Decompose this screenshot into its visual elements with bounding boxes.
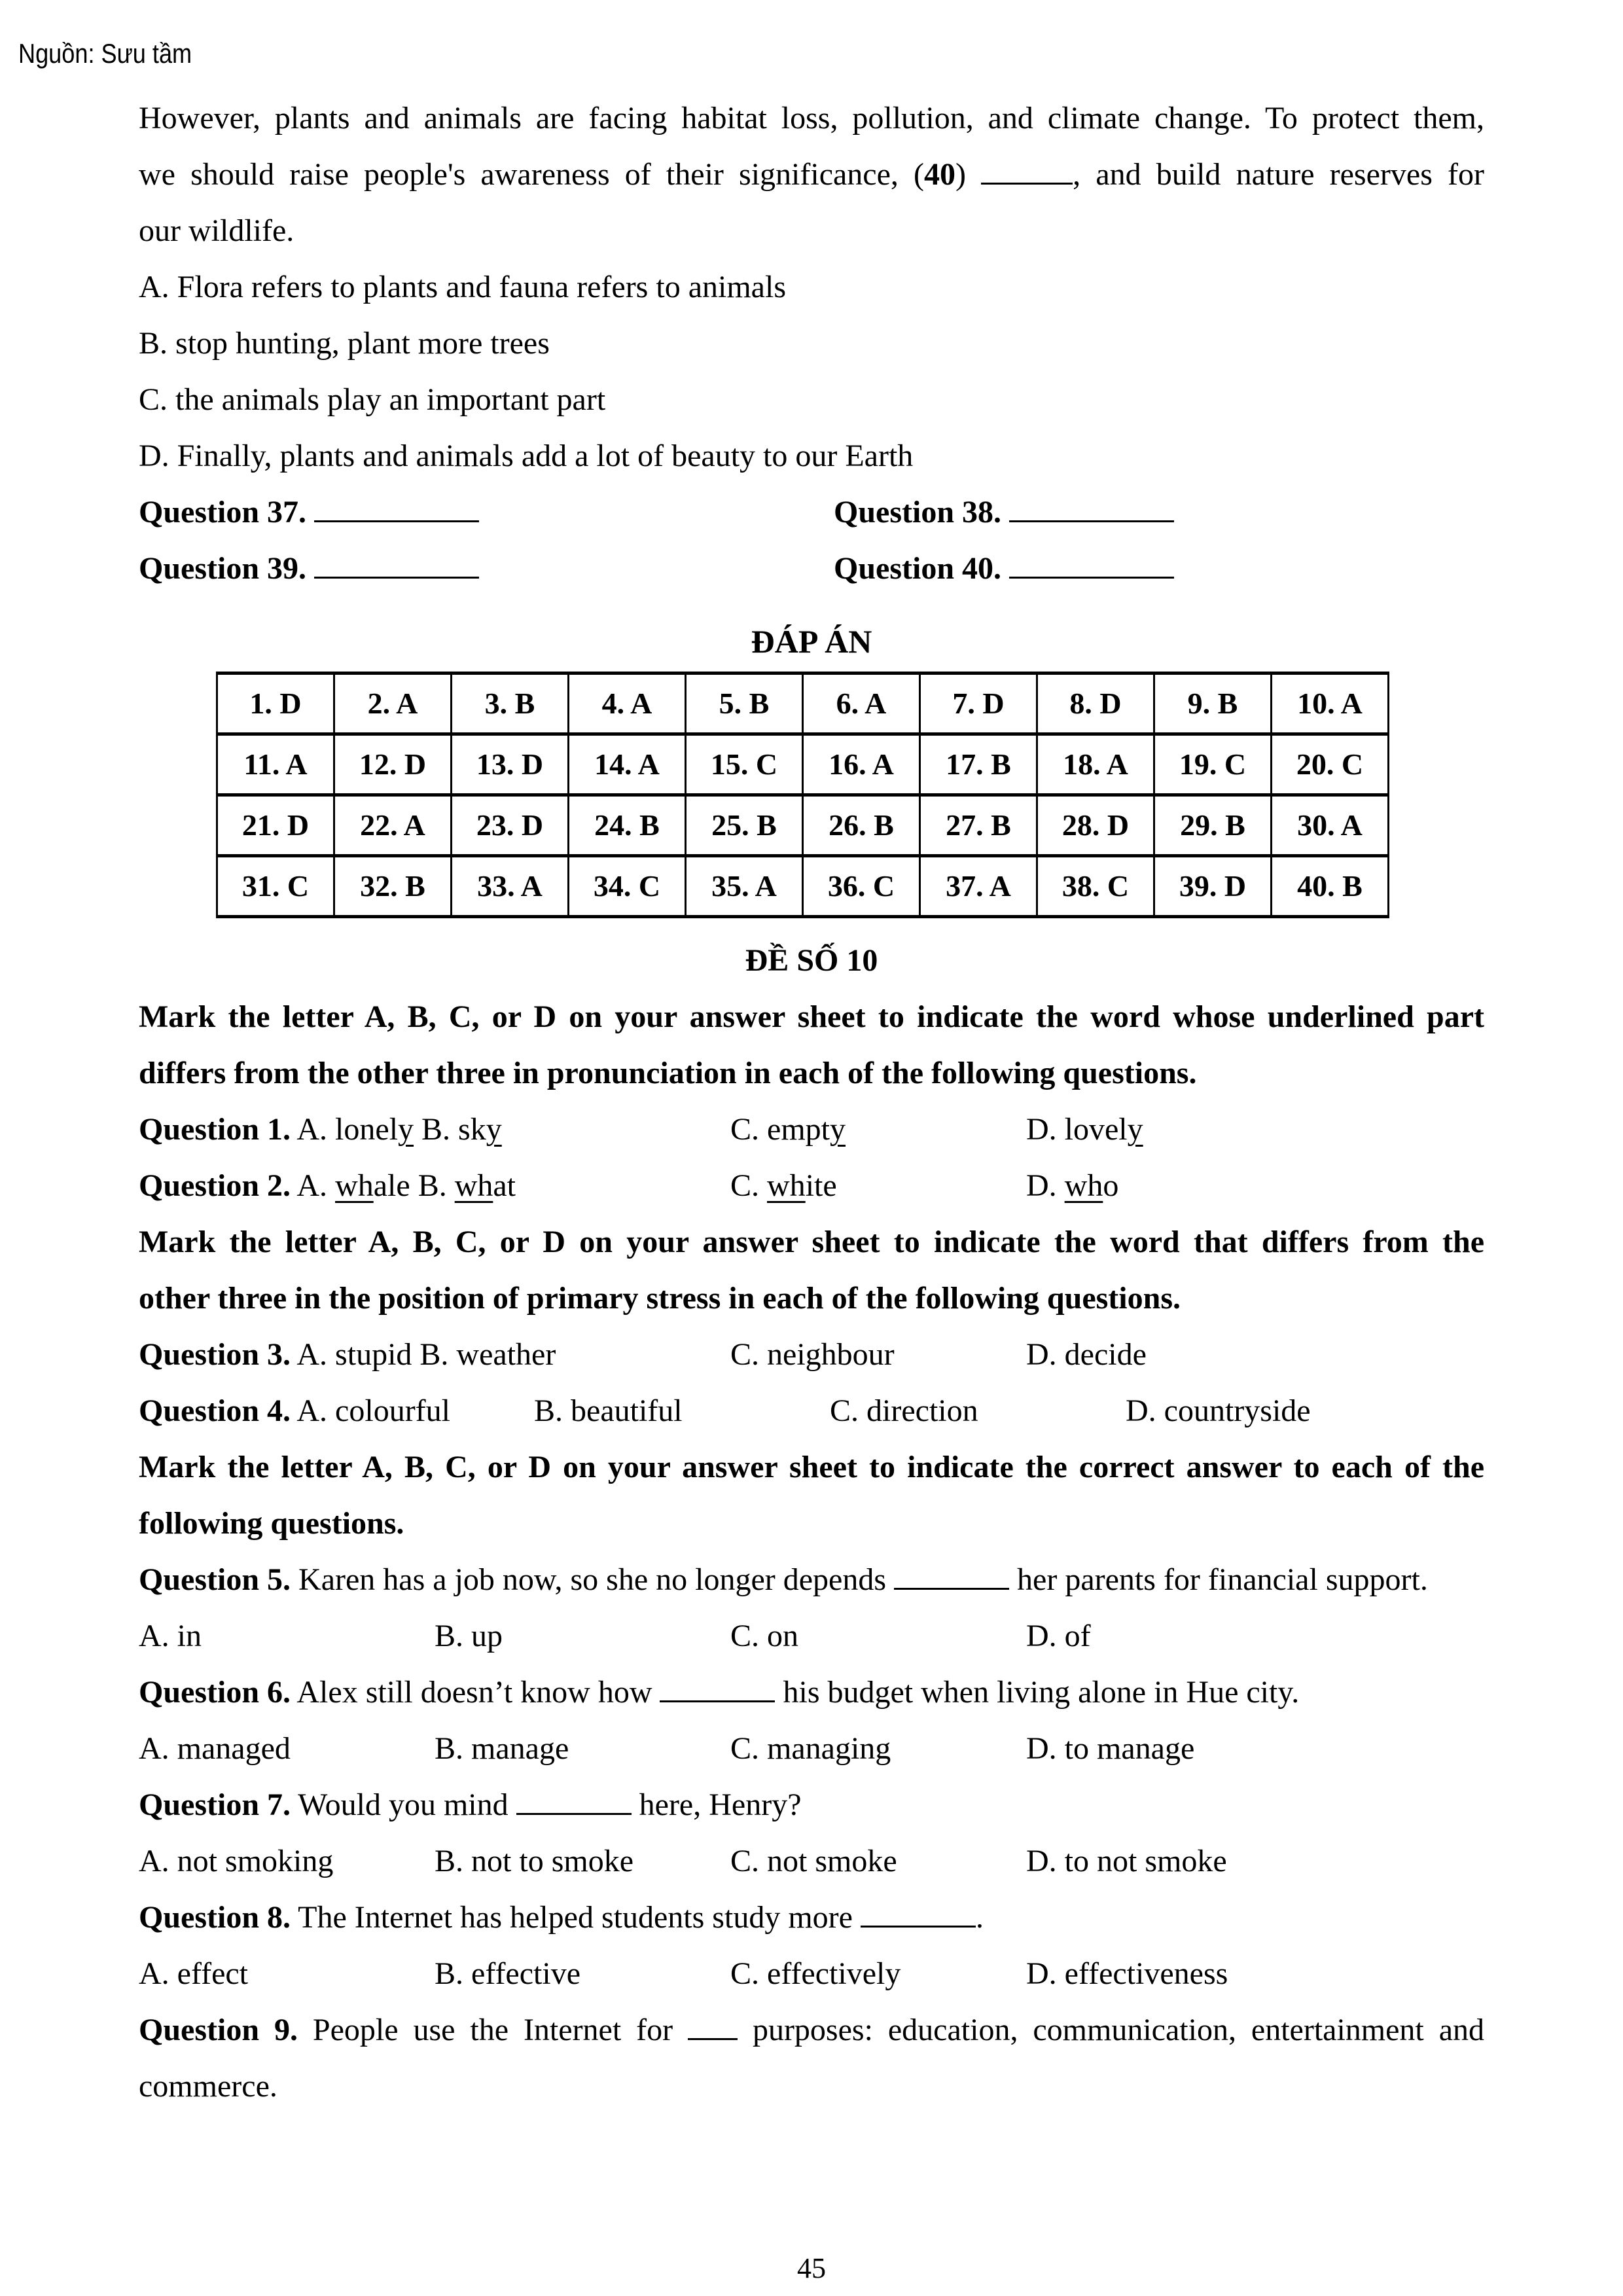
passage-line-1: However, plants and animals are facing habitat loss, pollution, and climate change. To protect them, (139, 101, 1484, 135)
answer-blank-40: Question 40. (834, 541, 1174, 597)
answer-key-cell: 32. B (334, 856, 452, 917)
answer-key-cell: 7. D (920, 673, 1037, 734)
question-6-options: A. managed B. manage C. managing D. to manage (139, 1731, 1195, 1766)
q7-blank[interactable] (516, 1787, 632, 1815)
answer-key-cell: 31. C (217, 856, 334, 917)
answer-blank-line[interactable] (314, 494, 479, 522)
answer-key-cell: 28. D (1037, 795, 1154, 856)
exam-title: ĐỀ SỐ 10 (745, 943, 878, 978)
answer-key-cell: 8. D (1037, 673, 1154, 734)
answer-key-cell: 3. B (452, 673, 569, 734)
question-7: Question 7. Would you mind here, Henry? (139, 1787, 802, 1822)
question-8-options: A. effect B. effective C. effectively D. effectiveness (139, 1956, 1228, 1991)
answer-key-row (217, 673, 1389, 734)
answer-key-cell: 19. C (1154, 734, 1272, 795)
answer-key-cell: 21. D (217, 795, 334, 856)
answer-key-cell: 9. B (1154, 673, 1272, 734)
question-5-options: A. in B. up C. on D. of (139, 1619, 1091, 1653)
question-2: Question 2. A. whale B. what C. white D. who (139, 1168, 1119, 1203)
answer-key-cell: 17. B (920, 734, 1037, 795)
answer-key-row (217, 795, 1389, 856)
option-b: B. stop hunting, plant more trees (139, 326, 550, 361)
passage-line-3: our wildlife. (139, 213, 294, 248)
answer-key-cell: 15. C (686, 734, 803, 795)
answer-key-cell: 2. A (334, 673, 452, 734)
answer-key-cell: 27. B (920, 795, 1037, 856)
answer-key-cell: 40. B (1272, 856, 1389, 917)
answer-key-cell: 20. C (1272, 734, 1389, 795)
answer-key-cell: 39. D (1154, 856, 1272, 917)
q8-blank[interactable] (861, 1899, 976, 1928)
instruction-3-line-1: Mark the letter A, B, C, or D on your answer sheet to indicate the correct answer to each of the (139, 1450, 1484, 1484)
option-c: C. the animals play an important part (139, 382, 606, 417)
question-3: Question 3. A. stupid B. weather C. neighbour D. decide (139, 1337, 1147, 1372)
instruction-2-line-2: other three in the position of primary stress in each of the following questions. (139, 1281, 1181, 1316)
answer-key-cell: 5. B (686, 673, 803, 734)
answer-key-cell: 18. A (1037, 734, 1154, 795)
answer-key-cell: 33. A (452, 856, 569, 917)
answer-key-cell: 12. D (334, 734, 452, 795)
gap-blank[interactable] (981, 156, 1073, 185)
option-d: D. Finally, plants and animals add a lot of beauty to our Earth (139, 439, 914, 473)
q5-blank[interactable] (894, 1562, 1009, 1590)
answer-key-cell: 16. A (803, 734, 920, 795)
answer-key-cell: 36. C (803, 856, 920, 917)
answer-key-cell: 22. A (334, 795, 452, 856)
answer-key-cell: 25. B (686, 795, 803, 856)
question-8: Question 8. The Internet has helped students study more . (139, 1900, 984, 1935)
answer-key-cell: 11. A (217, 734, 334, 795)
answer-key-cell: 10. A (1272, 673, 1389, 734)
instruction-1-line-2: differs from the other three in pronunciation in each of the following questions. (139, 1056, 1197, 1090)
answer-key-cell: 34. C (569, 856, 686, 917)
page-number: 45 (797, 2252, 826, 2284)
question-4: Question 4. A. colourful B. beautiful C. direction D. countryside (139, 1393, 1311, 1428)
question-1: Question 1. A. lonely B. sky C. empty D. lovely (139, 1112, 1143, 1147)
instruction-2-line-1: Mark the letter A, B, C, or D on your answer sheet to indicate the word that differs from the (139, 1225, 1484, 1259)
answer-blank-line[interactable] (314, 550, 479, 579)
instruction-3-line-2: following questions. (139, 1506, 404, 1541)
answer-blank-line[interactable] (1009, 494, 1174, 522)
question-9-line-2: commerce. (139, 2069, 277, 2104)
question-6: Question 6. Alex still doesn’t know how his budget when living alone in Hue city. (139, 1675, 1300, 1710)
answer-key-table (216, 672, 1389, 918)
answer-blank-line[interactable] (1009, 550, 1174, 579)
answer-key-row (217, 734, 1389, 795)
answer-blank-38: Question 38. (834, 484, 1174, 541)
answer-key-cell: 23. D (452, 795, 569, 856)
question-7-options: A. not smoking B. not to smoke C. not smoke D. to not smoke (139, 1844, 1227, 1878)
question-5: Question 5. Karen has a job now, so she no longer depends her parents for financial support. (139, 1562, 1428, 1597)
q9-blank[interactable] (688, 2012, 738, 2040)
answer-key-cell: 30. A (1272, 795, 1389, 856)
q6-blank[interactable] (660, 1674, 775, 1702)
answer-key-cell: 4. A (569, 673, 686, 734)
answer-key-cell: 29. B (1154, 795, 1272, 856)
question-9: Question 9. People use the Internet for purposes: education, communication, entertainment and (139, 2013, 1485, 2047)
answer-key-cell: 24. B (569, 795, 686, 856)
source-header: Nguồn: Sưu tầm (18, 38, 192, 69)
answer-key-cell: 13. D (452, 734, 569, 795)
instruction-1-line-1: Mark the letter A, B, C, or D on your answer sheet to indicate the word whose underlined part (139, 999, 1484, 1034)
gap-number: 40 (924, 157, 956, 192)
answer-key-cell: 26. B (803, 795, 920, 856)
answer-key-cell: 6. A (803, 673, 920, 734)
option-a: A. Flora refers to plants and fauna refers to animals (139, 270, 786, 304)
answer-blanks-row-2 (139, 541, 1484, 597)
answer-key-cell: 1. D (217, 673, 334, 734)
answer-blank-39: Question 39. (139, 541, 479, 597)
document-page (139, 90, 1484, 2115)
answer-key-cell: 35. A (686, 856, 803, 917)
answer-key-cell: 38. C (1037, 856, 1154, 917)
answer-key-cell: 37. A (920, 856, 1037, 917)
answer-blanks-row-1 (139, 484, 1484, 541)
answer-blank-37: Question 37. (139, 484, 479, 541)
passage-line-2: we should raise people's awareness of their significance, (40) , and build nature reserves for (139, 157, 1484, 192)
answer-key-title: ĐÁP ÁN (751, 623, 872, 660)
answer-key-cell: 14. A (569, 734, 686, 795)
answer-key-row (217, 856, 1389, 917)
